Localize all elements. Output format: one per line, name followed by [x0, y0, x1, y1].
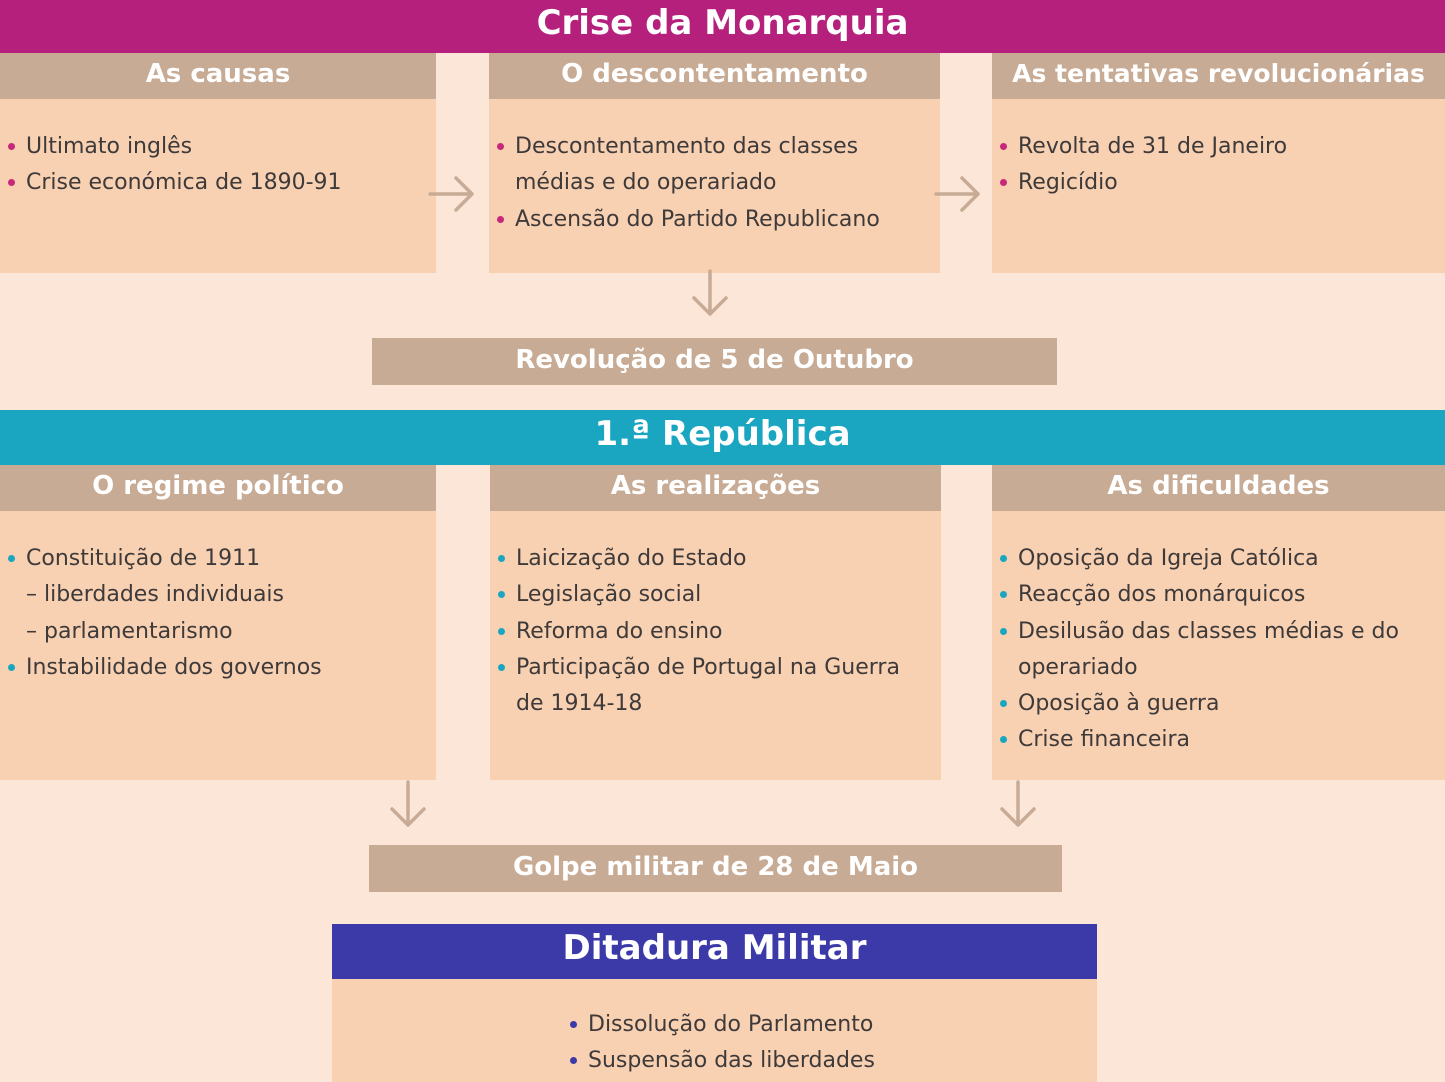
band-crise-da-monarquia: Crise da Monarquia [0, 0, 1445, 53]
list-item: Instabilidade dos governos [0, 650, 436, 686]
list-item: Constituição de 1911 [0, 541, 436, 577]
list-item: Reacção dos monárquicos [992, 577, 1445, 613]
list-item: Laicização do Estado [490, 541, 941, 577]
list-item: Oposição da Igreja Católica [992, 541, 1445, 577]
bar-revolucao-5-outubro: Revolução de 5 de Outubro [372, 338, 1057, 385]
list-subitem: – liberdades individuais [26, 582, 285, 608]
box-header-as-realizacoes: As realizações [490, 465, 941, 511]
list-item: Revolta de 31 de Janeiro [992, 129, 1445, 165]
bar-golpe-militar-28-maio: Golpe militar de 28 de Maio [369, 845, 1062, 892]
box-header-as-dificuldades: As dificuldades [992, 465, 1445, 511]
list-item: Regicídio [992, 165, 1445, 201]
box-o-descontentamento [489, 53, 940, 273]
list-item: Oposição à guerra [992, 686, 1445, 722]
box-ditadura-militar [332, 979, 1097, 1082]
list-item-continuation: de 1914-18 [516, 691, 643, 717]
box-header-as-causas: As causas [0, 53, 436, 99]
box-header-as-tentativas-revolucionarias: As tentativas revolucionárias [992, 53, 1445, 99]
list-subitem: – parlamentarismo [26, 618, 233, 644]
list-item: Suspensão das liberdades [562, 1043, 1097, 1079]
band-primeira-republica: 1.ª República [0, 410, 1445, 465]
band-ditadura-militar: Ditadura Militar [332, 924, 1097, 979]
list-item: Legislação social [490, 577, 941, 613]
box-o-regime-politico [0, 465, 436, 780]
list-item: Crise económica de 1890-91 [0, 165, 436, 201]
list-item: Crise financeira [992, 722, 1445, 758]
box-as-dificuldades [992, 465, 1445, 780]
arrow-right-icon [932, 172, 982, 216]
arrow-right-icon [426, 172, 476, 216]
list-item: Ascensão do Partido Republicano [489, 202, 940, 238]
arrow-down-icon [385, 779, 431, 829]
list-item-continuation: médias e do operariado [515, 170, 777, 196]
list-item: Reforma do ensino [490, 614, 941, 650]
list-item-continuation: operariado [1018, 654, 1138, 680]
box-header-o-regime-politico: O regime político [0, 465, 436, 511]
list-item: Participação de Portugal na Guerra [490, 650, 941, 686]
box-as-realizacoes [490, 465, 941, 780]
box-as-tentativas-revolucionarias [992, 53, 1445, 273]
list-item: Descontentamento das classes [489, 129, 940, 165]
box-header-o-descontentamento: O descontentamento [489, 53, 940, 99]
box-as-causas [0, 53, 436, 273]
arrow-down-icon [995, 779, 1041, 829]
arrow-down-icon [687, 268, 733, 318]
list-item: Dissolução do Parlamento [562, 1007, 1097, 1043]
list-item: Ultimato inglês [0, 129, 436, 165]
list-item: Desilusão das classes médias e do [992, 614, 1445, 650]
